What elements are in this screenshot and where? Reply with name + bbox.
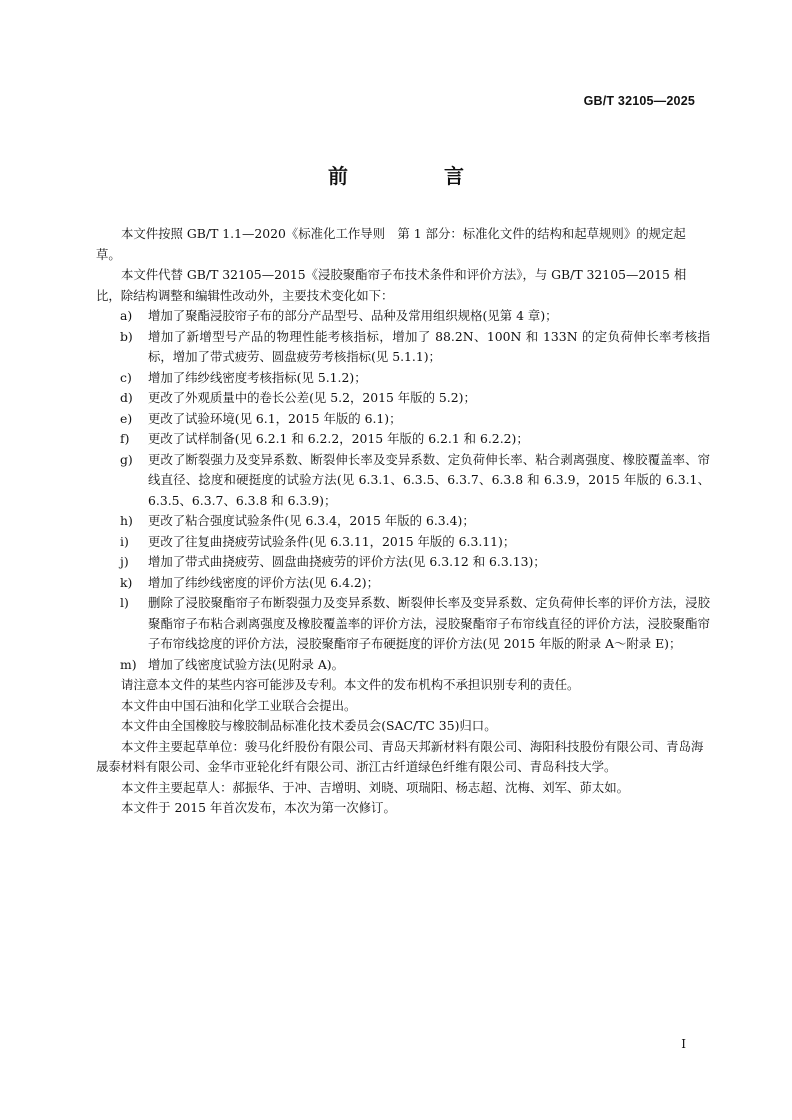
list-label: l) xyxy=(120,595,129,610)
paragraph: 本文件由中国石油和化学工业联合会提出。 xyxy=(121,697,357,713)
paragraph: 本文件由全国橡胶与橡胶制品标准化技术委员会(SAC/TC 35)归口。 xyxy=(121,718,497,733)
list-item xyxy=(96,429,710,450)
list-text: 增加了新增型号产品的物理性能考核指标，增加了 88.2N、100N 和 133N 的定负荷伸长率考核指标，增加了带式疲劳、圆盘疲劳考核指标(见 5.1.1)； xyxy=(148,328,710,364)
standard-number: GB/T 32105—2025 xyxy=(583,94,695,108)
list-label: e) xyxy=(120,410,133,426)
list-item xyxy=(96,409,710,430)
page-title: 前 言 xyxy=(328,164,502,188)
list-text: 增加了带式曲挠疲劳、圆盘曲挠疲劳的评价方法(见 6.3.12 和 6.3.13)； xyxy=(148,554,546,569)
paragraph: 请注意本文件的某些内容可能涉及专利。本文件的发布机构不承担识别专利的责任。 xyxy=(121,677,580,692)
list-item xyxy=(96,306,710,327)
paragraph: 本文件主要起草人：郝振华、于冲、吉增明、刘晓、项瑞阳、杨志超、沈梅、刘军、茆太如。 xyxy=(121,779,630,795)
list-label: h) xyxy=(120,513,133,528)
list-item xyxy=(96,388,710,409)
list-label: c) xyxy=(120,369,132,385)
list-item xyxy=(96,368,710,389)
list-label: d) xyxy=(120,390,133,405)
list-text: 删除了浸胶聚酯帘子布断裂强力及变异系数、断裂伸长率及变异系数、定负荷伸长率的评价方法，浸胶聚酯帘子布粘合剥离强度及橡胶覆盖率的评价方法，浸胶聚酯帘子布帘线直径的评价方法，浸胶聚酯帘子布帘线捻度的评价方法，浸胶聚酯帘子布硬挺度的评价方法(见 2015 年版的附录 A～附录 E)； xyxy=(148,595,710,651)
list-label: g) xyxy=(120,451,133,467)
list-item xyxy=(96,573,710,594)
list-text: 增加了聚酯浸胶帘子布的部分产品型号、品种及常用组织规格(见第 4 章)； xyxy=(148,308,558,323)
list-text: 更改了断裂强力及变异系数、断裂伸长率及变异系数、定负荷伸长率、粘合剥离强度、橡胶覆盖率、帘线直径、捻度和硬挺度的试验方法(见 6.3.1、6.3.5、6.3.7、6.3.8 和 6.3.9，2015 年版的 6.3.1、6.3.5、6.3.7、6.3.8 和 6.3.9)； xyxy=(148,451,710,508)
list-text: 更改了粘合强度试验条件(见 6.3.4，2015 年版的 6.3.4)； xyxy=(148,513,475,528)
list-text: 增加了线密度试验方法(见附录 A)。 xyxy=(148,656,345,672)
list-item xyxy=(96,532,710,553)
list-text: 增加了纬纱线密度的评价方法(见 6.4.2)； xyxy=(148,574,379,590)
list-text: 更改了试验环境(见 6.1，2015 年版的 6.1)； xyxy=(148,410,402,426)
list-item xyxy=(96,511,710,532)
list-label: b) xyxy=(120,328,133,344)
list-text: 更改了试样制备(见 6.2.1 和 6.2.2，2015 年版的 6.2.1 和 6.2.2)； xyxy=(148,431,529,446)
foreword-body xyxy=(96,224,710,819)
list-label: j) xyxy=(120,554,129,569)
list-item xyxy=(96,450,710,512)
list-label: m) xyxy=(120,656,137,672)
list-label: a) xyxy=(120,308,133,323)
list-text: 更改了外观质量中的卷长公差(见 5.2，2015 年版的 5.2)； xyxy=(148,390,476,405)
paragraph: 本文件于 2015 年首次发布，本次为第一次修订。 xyxy=(121,800,396,815)
paragraph: 本文件按照 GB/T 1.1—2020《标准化工作导则 第 1 部分：标准化文件的结构和起草规则》的规定起草。 xyxy=(96,226,686,262)
paragraph: 本文件代替 GB/T 32105—2015《浸胶聚酯帘子布技术条件和评价方法》，与 GB/T 32105—2015 相比，除结构调整和编辑性改动外，主要技术变化如下： xyxy=(96,267,687,303)
list-label: k) xyxy=(120,574,133,590)
paragraph: 本文件主要起草单位：骏马化纤股份有限公司、青岛天邦新材料有限公司、海阳科技股份有限公司、青岛海晟泰材料有限公司、金华市亚轮化纤有限公司、浙江古纤道绿色纤维有限公司、青岛科技大学。 xyxy=(96,738,704,774)
list-item xyxy=(96,327,710,368)
list-item xyxy=(96,655,710,676)
list-text: 更改了往复曲挠疲劳试验条件(见 6.3.11，2015 年版的 6.3.11)； xyxy=(148,533,516,549)
list-label: i) xyxy=(120,533,129,549)
page-number: I xyxy=(681,1037,686,1051)
list-label: f) xyxy=(120,431,130,446)
list-item xyxy=(96,552,710,573)
list-item xyxy=(96,593,710,655)
list-text: 增加了纬纱线密度考核指标(见 5.1.2)； xyxy=(148,369,367,385)
